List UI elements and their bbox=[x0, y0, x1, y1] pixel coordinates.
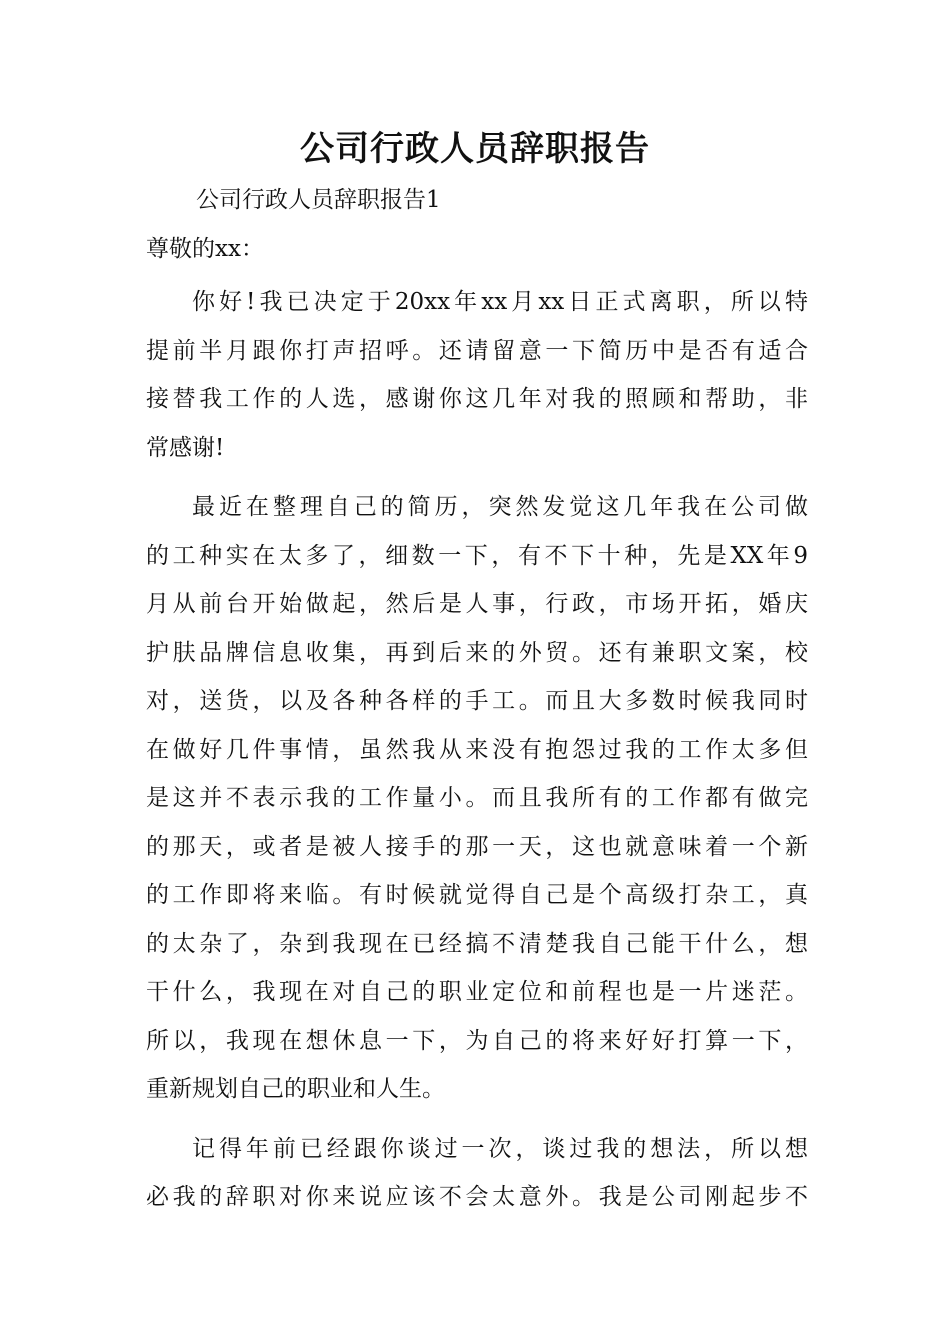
paragraph-1 bbox=[146, 278, 808, 472]
paragraph-line: 重新规划自己的职业和人生。 bbox=[146, 1076, 445, 1102]
paragraph-line: 对，送货，以及各种各样的手工。而且大多数时候我同时 bbox=[146, 688, 808, 714]
paragraph-line: 最近在整理自己的简历，突然发觉这几年我在公司做 bbox=[192, 494, 808, 520]
paragraph-line: 的工作即将来临。有时候就觉得自己是个高级打杂工，真 bbox=[146, 882, 808, 908]
paragraph-line: 是这并不表示我的工作量小。而且我所有的工作都有做完 bbox=[146, 785, 808, 811]
document-title: 公司行政人员辞职报告 bbox=[300, 129, 650, 169]
paragraph-line: 常感谢! bbox=[146, 434, 225, 461]
paragraph-line: 所以，我现在想休息一下，为自己的将来好好打算一下， bbox=[146, 1027, 808, 1054]
paragraph-line: 必我的辞职对你来说应该不会太意外。我是公司刚起步不 bbox=[146, 1184, 808, 1210]
paragraph-line: 干什么，我现在对自己的职业定位和前程也是一片迷茫。 bbox=[146, 979, 808, 1005]
paragraph-line: 记得年前已经跟你谈过一次，谈过我的想法，所以想 bbox=[192, 1135, 808, 1162]
document-subtitle: 公司行政人员辞职报告1 bbox=[196, 187, 441, 213]
paragraph-line: 护肤品牌信息收集，再到后来的外贸。还有兼职文案，校 bbox=[146, 639, 808, 666]
paragraph-line: 在做好几件事情，虽然我从来没有抱怨过我的工作太多但 bbox=[146, 736, 808, 763]
letter-body bbox=[146, 278, 808, 1233]
paragraph-line: 的太杂了，杂到我现在已经搞不清楚我自己能干什么，想 bbox=[146, 930, 808, 957]
paragraph-line: 的那天，或者是被人接手的那一天，这也就意味着一个新 bbox=[146, 833, 808, 860]
paragraph-2 bbox=[146, 483, 808, 1114]
paragraph-line: 你好!我已决定于20xx年xx月xx日正式离职，所以特 bbox=[192, 289, 808, 315]
paragraph-line: 接替我工作的人选，感谢你这几年对我的照顾和帮助，非 bbox=[146, 386, 808, 412]
paragraph-line: 月从前台开始做起，然后是人事，行政，市场开拓，婚庆 bbox=[146, 591, 808, 617]
paragraph-line: 提前半月跟你打声招呼。还请留意一下简历中是否有适合 bbox=[146, 337, 808, 364]
salutation: 尊敬的xx： bbox=[146, 236, 264, 262]
paragraph-3 bbox=[146, 1125, 808, 1222]
paragraph-line: 的工种实在太多了，细数一下，有不下十种，先是XX年9 bbox=[146, 542, 808, 569]
